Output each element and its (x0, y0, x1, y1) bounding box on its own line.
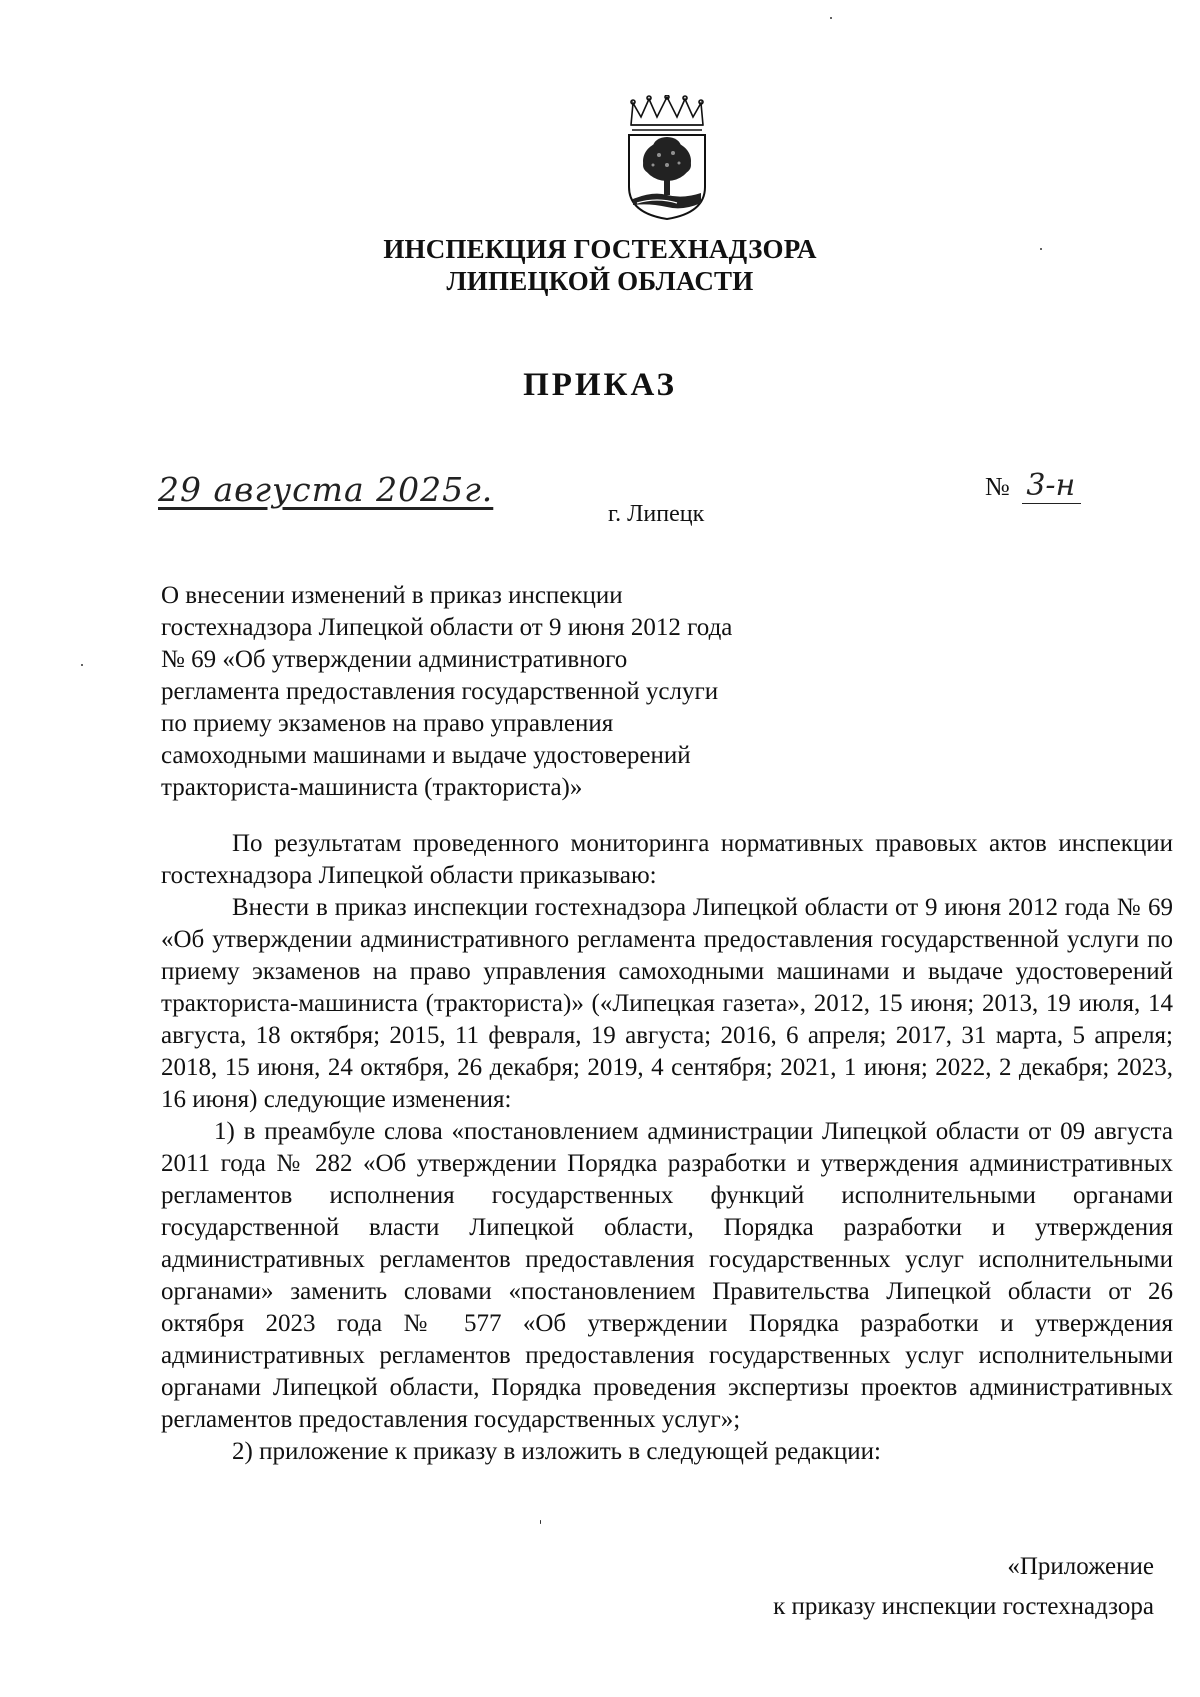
subject-line: О внесении изменений в приказ инспекции (161, 582, 623, 609)
subject-line: самоходными машинами и выдаче удостоверений (161, 742, 691, 769)
scan-speck (540, 1520, 541, 1524)
scan-speck (81, 664, 83, 666)
subject-line: гостехнадзора Липецкой области от 9 июня 2012 года (161, 614, 733, 641)
subject-line: № 69 «Об утверждении административного (161, 646, 628, 673)
order-body (161, 828, 1173, 1468)
order-number (985, 468, 1081, 504)
subject-line: по приему экзаменов на право управления (161, 710, 614, 737)
scan-speck (830, 17, 832, 19)
appendix-heading (773, 1547, 1154, 1627)
amendment-paragraph: Внести в приказ инспекции гостехнадзора Липецкой области от 9 июня 2012 года № 69 «Об утверждении административного регламента предоставления государственной услуги по приему экзаменов на право управления самоходными машинами и выдаче удостоверений тракториста-машиниста (тракториста)» («Липецкая газета», 2012, 15 июня; 2013, 19 июля, 14 августа, 18 октября; 2015, 11 февраля, 19 августа; 2016, 6 апреля; 2017, 31 марта, 5 апреля; 2018, 15 июня, 24 октября, 26 декабря; 2019, 4 сентября; 2021, 1 июня; 2022, 2 декабря; 2023, 16 июня) следующие изменения: (161, 894, 1173, 1113)
appendix-line1: «Приложение (1007, 1553, 1154, 1580)
handwritten-number: 3-н (1022, 468, 1081, 504)
handwritten-date: 29 августа 2025г. (158, 470, 494, 509)
subject-line: регламента предоставления государственной услуги (161, 678, 719, 705)
subject-line: тракториста-машиниста (тракториста)» (161, 774, 583, 801)
organization-name-line2: ЛИПЕЦКОЙ ОБЛАСТИ (446, 266, 754, 296)
coat-of-arms-emblem (623, 95, 711, 220)
preamble-paragraph: По результатам проведенного мониторинга нормативных правовых актов инспекции гостехнадзора Липецкой области приказываю: (161, 830, 1173, 889)
city-label: г. Липецк (608, 501, 705, 527)
number-sign: № (985, 472, 1010, 501)
appendix-line2: к приказу инспекции гостехнадзора (773, 1593, 1154, 1620)
scan-speck (1040, 248, 1042, 250)
organization-name-line1: ИНСПЕКЦИЯ ГОСТЕХНАДЗОРА (383, 234, 817, 264)
document-title: ПРИКАЗ (523, 367, 677, 403)
amendment-item-2: 2) приложение к приказу в изложить в следующей редакции: (232, 1438, 881, 1465)
amendment-item-1: 1) в преамбуле слова «постановлением администрации Липецкой области от 09 августа 2011 года № 282 «Об утверждении Порядка разработки и утверждения административных регламентов исполнения государственных функций исполнительными органами государственной власти Липецкой области, Порядка разработки и утверждения административных регламентов предоставления государственных услуг исполнительными органами» заменить словами «постановлением Правительства Липецкой области от 26 октября 2023 года № 577 «Об утверждении Порядка разработки и утверждения административных регламентов предоставления государственных услуг исполнительными органами Липецкой области, Порядка проведения экспертизы проектов административных регламентов предоставления государственных услуг»; (161, 1118, 1173, 1433)
order-subject (161, 580, 861, 804)
